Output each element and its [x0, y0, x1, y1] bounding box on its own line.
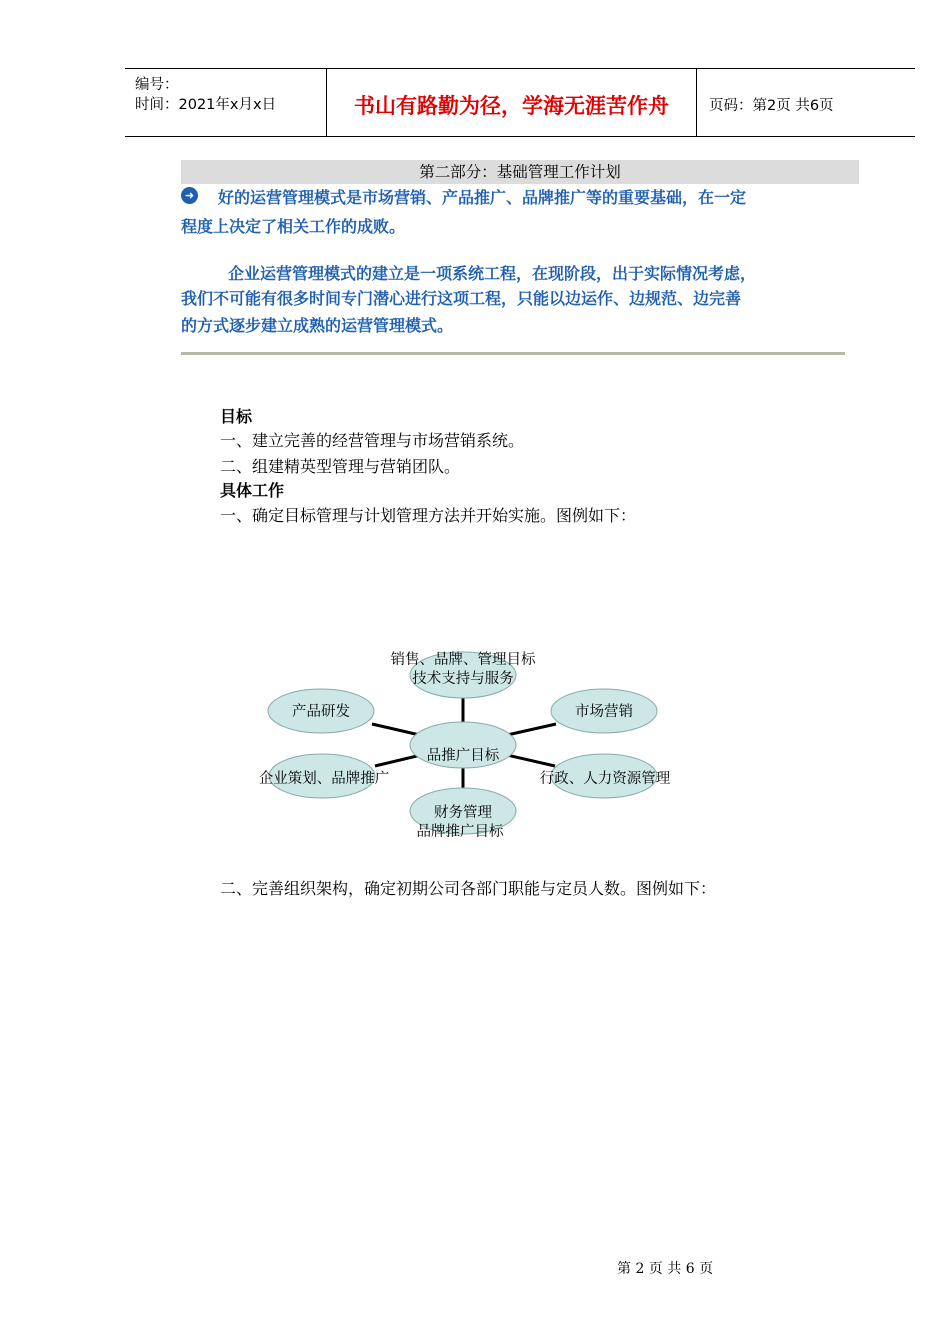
footer-page-number: 第 2 页 共 6 页 [617, 1261, 714, 1277]
node-left-bottom-label: 企业策划、品牌推广 [258, 771, 390, 787]
intro-line-1: 好的运营管理模式是市场营销、产品推广、品牌推广等的重要基础，在一定 [218, 188, 747, 207]
work-item-2: 二、完善组织架构，确定初期公司各部门职能与定员人数。图例如下： [220, 879, 717, 898]
work-heading: 具体工作 [220, 481, 285, 500]
goal-heading: 目标 [220, 407, 253, 426]
number-label: 编号： [135, 77, 179, 93]
intro-line-2: 程度上决定了相关工作的成败。 [181, 217, 406, 236]
goal-item-2: 二、组建精英型管理与营销团队。 [220, 457, 461, 476]
motto-text: 书山有路勤为径，学海无涯苦作舟 [354, 93, 669, 118]
para-line-1: 企业运营管理模式的建立是一项系统工程，在现阶段，出于实际情况考虑， [228, 264, 757, 283]
para-line-2: 我们不可能有很多时间专门潜心进行这项工程，只能以边运作、边规范、边完善 [181, 289, 742, 308]
node-bottom-label-1: 财务管理 [434, 805, 492, 821]
time-label: 时间：2021年x月x日 [135, 97, 277, 113]
arrow-bullet-icon: ➜ [181, 187, 198, 204]
node-right-top-label: 市场营销 [575, 704, 633, 720]
node-bottom-label-2: 品牌推广目标 [416, 824, 504, 840]
section-title: 第二部分：基础管理工作计划 [181, 160, 859, 184]
goal-item-1: 一、建立完善的经营管理与市场营销系统。 [220, 431, 525, 450]
node-center-label: 品推广目标 [426, 748, 500, 764]
para-line-3: 的方式逐步建立成熟的运营管理模式。 [181, 316, 454, 335]
work-item-1: 一、确定目标管理与计划管理方法并开始实施。图例如下： [220, 506, 637, 525]
node-right-bottom-label: 行政、人力资源管理 [539, 771, 671, 787]
node-top-label-1: 销售、品牌、管理目标 [390, 652, 536, 668]
header-page-info: 页码：第2页 共6页 [709, 98, 834, 114]
node-top-label-2: 技术支持与服务 [412, 671, 514, 687]
node-left-top-label: 产品研发 [292, 704, 350, 720]
